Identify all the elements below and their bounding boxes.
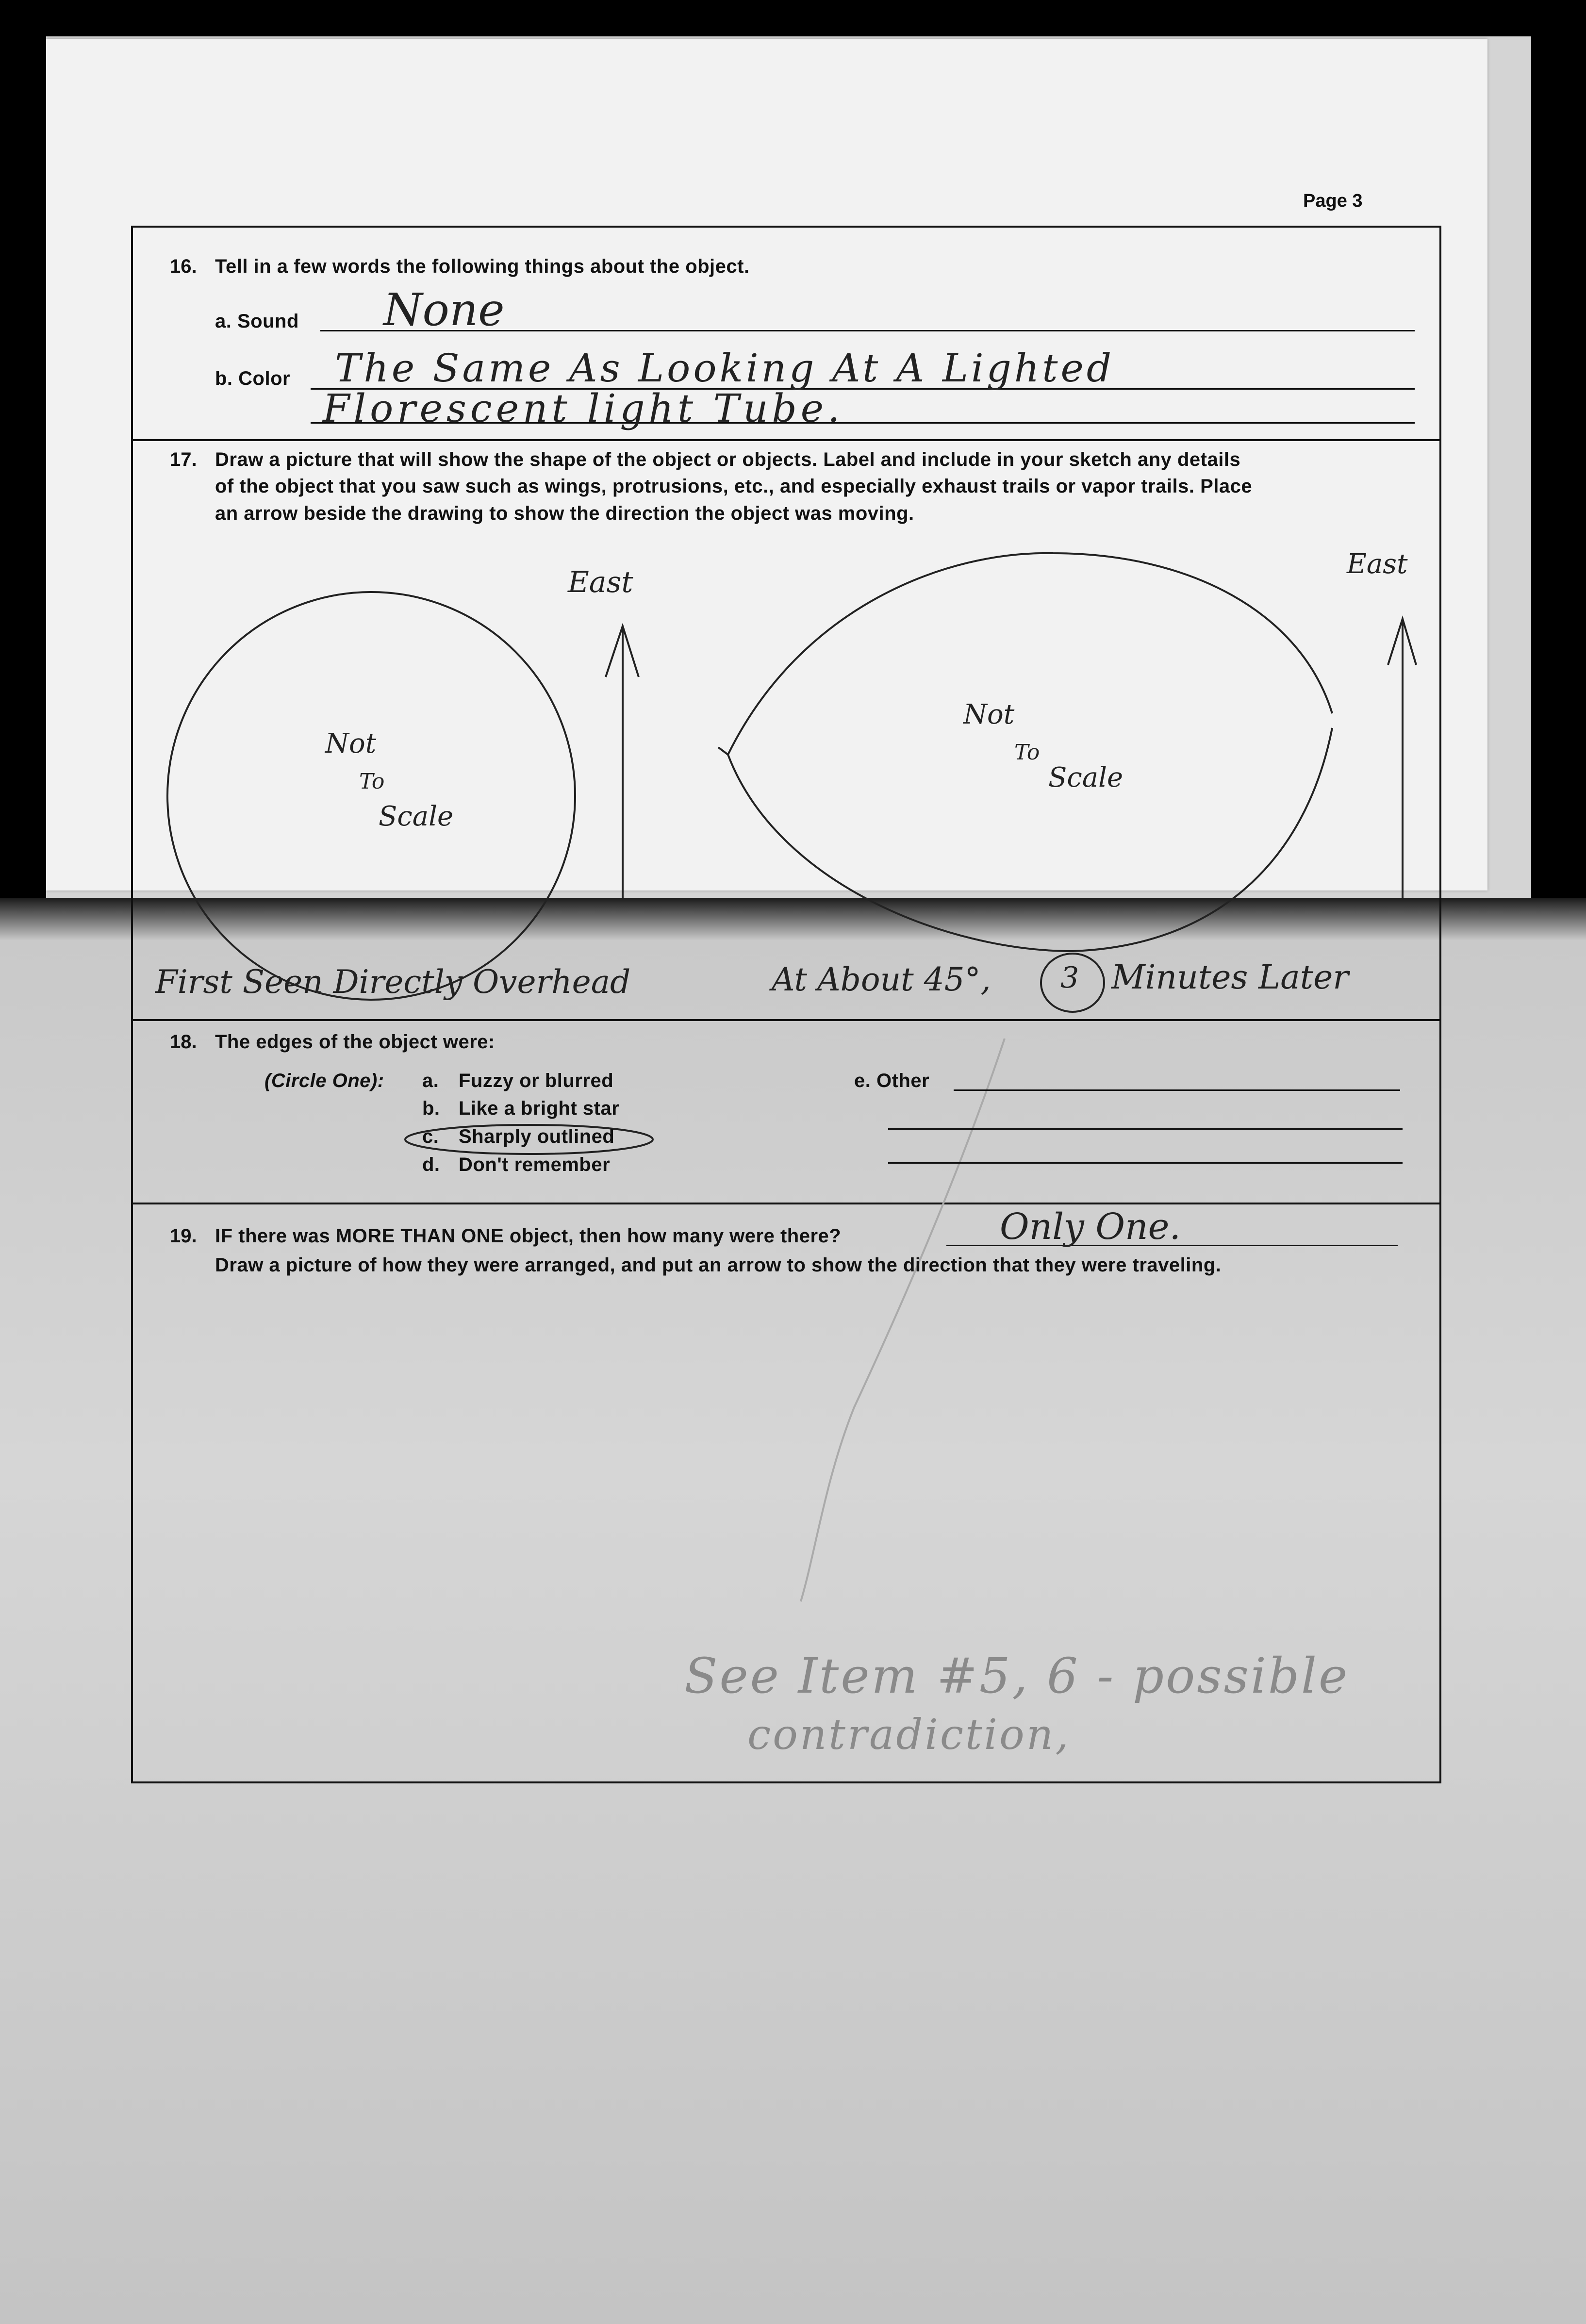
pencil-stroke [801,1038,1005,1601]
annotation-line1: See Item #5, 6 - possible [684,1648,1350,1704]
q18-circle-one: (Circle One): [264,1070,384,1091]
q18-option-b-text: Like a bright star [459,1098,620,1119]
q18-option-d-text: Don't remember [459,1154,611,1175]
page-number: Page 3 [1303,191,1363,211]
sketch2-label-scale: Scale [1048,762,1123,793]
q18-option-d-letter: d. [422,1154,440,1175]
q16-number: 16. [170,256,197,277]
sketch2-label-to: To [1014,740,1040,765]
q18-option-a-letter: a. [422,1070,439,1091]
annotation-line2: contradiction, [747,1711,1071,1759]
q18-prompt: The edges of the object were: [215,1031,495,1053]
sketch1-caption: First Seen Directly Overhead [155,963,631,1001]
sketch2-direction-label: East [1347,548,1408,580]
q19-prompt-line1: IF there was MORE THAN ONE object, then how many were there? [215,1225,842,1247]
sketch2-caption-part1: At About 45°, [772,961,991,998]
q16-color-answer-1: The Same As Looking At A Lighted [335,346,1115,391]
q17-prompt-line3: an arrow beside the drawing to show the direction the object was moving. [215,503,914,524]
q18-other-line-2 [888,1128,1403,1130]
q17-prompt-line1: Draw a picture that will show the shape of the object or objects. Label and include in your sketch any details [215,449,1241,470]
q16-color-label: b. Color [215,368,291,389]
q18-option-c-letter: c. [422,1126,439,1147]
q18-option-a-text: Fuzzy or blurred [459,1070,614,1091]
sketch1-direction-label: East [568,565,633,599]
q16-sound-answer: None [383,284,505,336]
q19-number: 19. [170,1225,197,1247]
q16-color-answer-2: Florescent light Tube. [323,386,844,431]
q18-other-line-1 [954,1089,1400,1091]
sketch1-label-to: To [359,769,385,794]
sketch1-label-scale: Scale [379,801,454,832]
sketch2-lens-top [728,553,1332,755]
q18-number: 18. [170,1031,197,1053]
q18-option-b-letter: b. [422,1098,440,1119]
q16-sound-label: a. Sound [215,311,299,332]
q17-prompt-line2: of the object that you saw such as wings, protrusions, etc., and especially exhaust trails or vapor trails. Place [215,476,1253,497]
q18-option-c-text: Sharply outlined [459,1126,615,1147]
q19-answer: Only One. [1000,1206,1181,1248]
q19-prompt-line2: Draw a picture of how they were arranged, and put an arrow to show the direction that they were traveling. [215,1254,1222,1276]
sketch1-label-not: Not [325,728,377,759]
q17-number: 17. [170,449,197,470]
sketch2-caption-circled: 3 [1060,961,1079,995]
sketch2-lens-tip [718,747,728,755]
q18-other-label: e. Other [854,1070,930,1091]
q16-prompt: Tell in a few words the following things about the object. [215,256,750,277]
sketch2-caption-part2: Minutes Later [1111,958,1349,997]
q18-other-line-3 [888,1162,1403,1164]
sketch1-circle-shape [167,592,575,1000]
sketch2-label-not: Not [963,699,1015,730]
